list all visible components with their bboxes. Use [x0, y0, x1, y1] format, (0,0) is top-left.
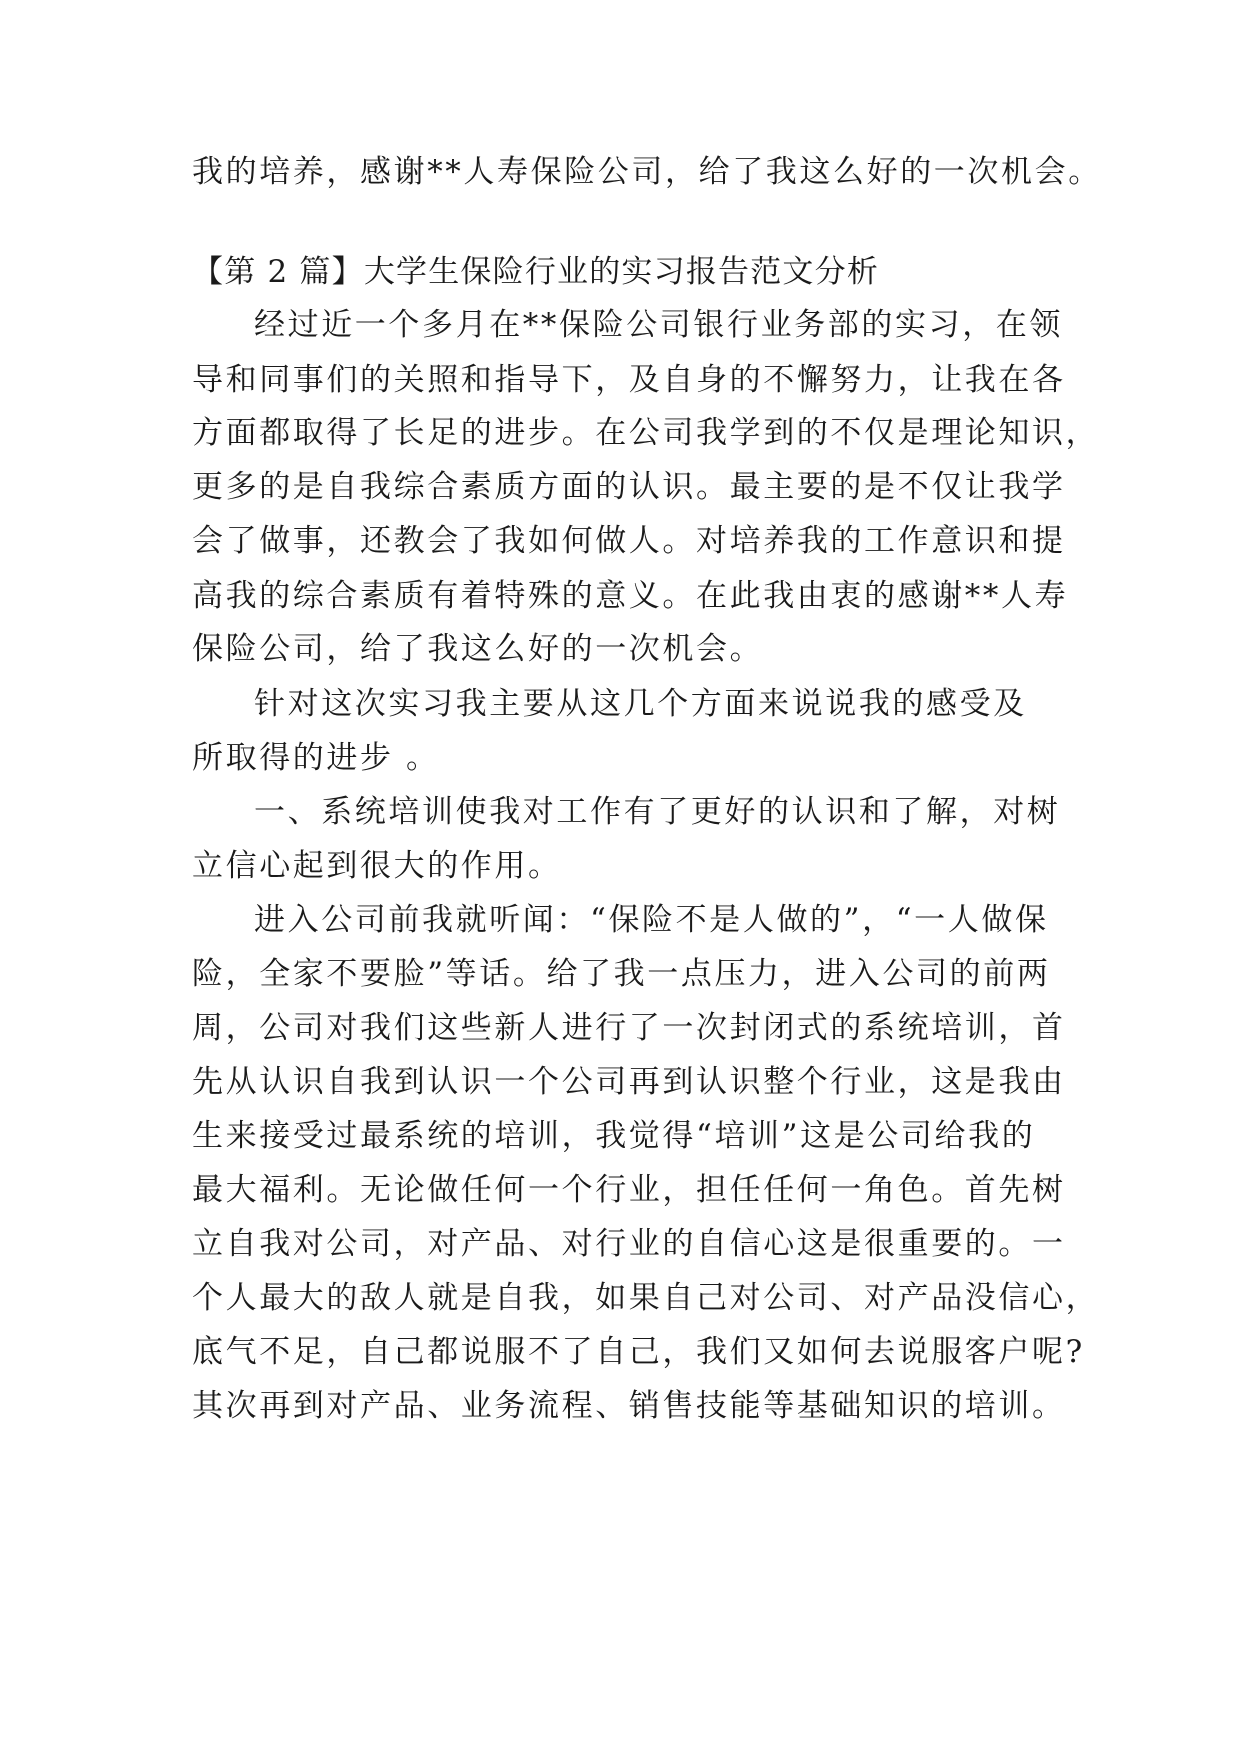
text-line: 一、系统培训使我对工作有了更好的认识和了解，对树 — [254, 794, 1061, 830]
text-line: 所取得的进步 。 — [192, 740, 440, 776]
text-line: 高我的综合素质有着特殊的意义。在此我由衷的感谢**人寿 — [192, 578, 1069, 614]
text-line: 险，全家不要脸”等话。给了我一点压力，进入公司的前两 — [192, 956, 1051, 992]
text-line: 其次再到对产品、业务流程、销售技能等基础知识的培训。 — [192, 1388, 1066, 1424]
text-line: 底气不足，自己都说服不了自己，我们又如何去说服客户呢? — [192, 1334, 1085, 1370]
text-line: 会了做事，还教会了我如何做人。对培养我的工作意识和提 — [192, 523, 1066, 559]
text-line: 个人最大的敌人就是自我，如果自己对公司、对产品没信心， — [192, 1280, 1100, 1316]
text-line: 立信心起到很大的作用。 — [192, 848, 562, 884]
text-line: 先从认识自我到认识一个公司再到认识整个行业，这是我由 — [192, 1064, 1066, 1100]
text-line: 更多的是自我综合素质方面的认识。最主要的是不仅让我学 — [192, 469, 1066, 505]
section-heading: 【第 2 篇】大学生保险行业的实习报告范文分析 — [192, 254, 880, 290]
text-line: 周，公司对我们这些新人进行了一次封闭式的系统培训，首 — [192, 1010, 1066, 1046]
text-line: 针对这次实习我主要从这几个方面来说说我的感受及 — [254, 686, 1027, 722]
text-line: 进入公司前我就听闻：“保险不是人做的”，“一人做保 — [254, 902, 1049, 938]
text-line: 我的培养，感谢**人寿保险公司，给了我这么好的一次机会。 — [192, 154, 1102, 190]
text-line: 保险公司，给了我这么好的一次机会。 — [192, 631, 764, 667]
text-line: 经过近一个多月在**保险公司银行业务部的实习，在领 — [254, 307, 1063, 343]
text-line: 生来接受过最系统的培训，我觉得“培训”这是公司给我的 — [192, 1118, 1036, 1154]
text-line: 立自我对公司，对产品、对行业的自信心这是很重要的。一 — [192, 1226, 1066, 1262]
text-line: 导和同事们的关照和指导下，及自身的不懈努力，让我在各 — [192, 362, 1066, 398]
text-line: 最大福利。无论做任何一个行业，担任任何一角色。首先树 — [192, 1172, 1066, 1208]
text-line: 方面都取得了长足的进步。在公司我学到的不仅是理论知识， — [192, 415, 1100, 451]
